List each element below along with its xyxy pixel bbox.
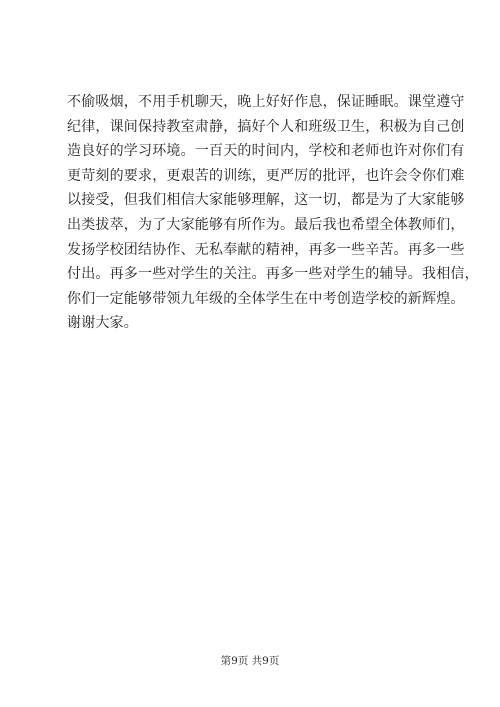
text-line: 不偷吸烟，不用手机聊天，晚上好好作息，保证睡眠。课堂遵守	[67, 94, 465, 110]
text-line: 更苛刻的要求，更艰苦的训练，更严厉的批评，也许会令你们难	[67, 167, 465, 184]
text-line: 以接受，但我们相信大家能够理解，这一切，都是为了大家能够	[67, 192, 465, 209]
page-number-footer: 第9页 共9页	[220, 655, 280, 667]
text-line: 造良好的学习环境。一百天的时间内，学校和老师也许对你们有	[67, 143, 465, 160]
text-line: 发扬学校团结协作、无私奉献的精神，再多一些辛苦。再多一些	[67, 241, 465, 258]
text-line: 谢谢大家。	[67, 315, 138, 332]
text-line: 出类拔萃，为了大家能够有所作为。最后我也希望全体教师们，	[67, 216, 465, 233]
text-line: 你们一定能够带领九年级的全体学生在中考创造学校的新辉煌。	[67, 290, 465, 307]
text-line: 付出。再多一些对学生的关注。再多一些对学生的辅导。我相信，	[67, 266, 479, 283]
body-paragraph	[67, 90, 479, 336]
text-line: 纪律，课间保持教室肃静，搞好个人和班级卫生，积极为自己创	[67, 118, 465, 135]
